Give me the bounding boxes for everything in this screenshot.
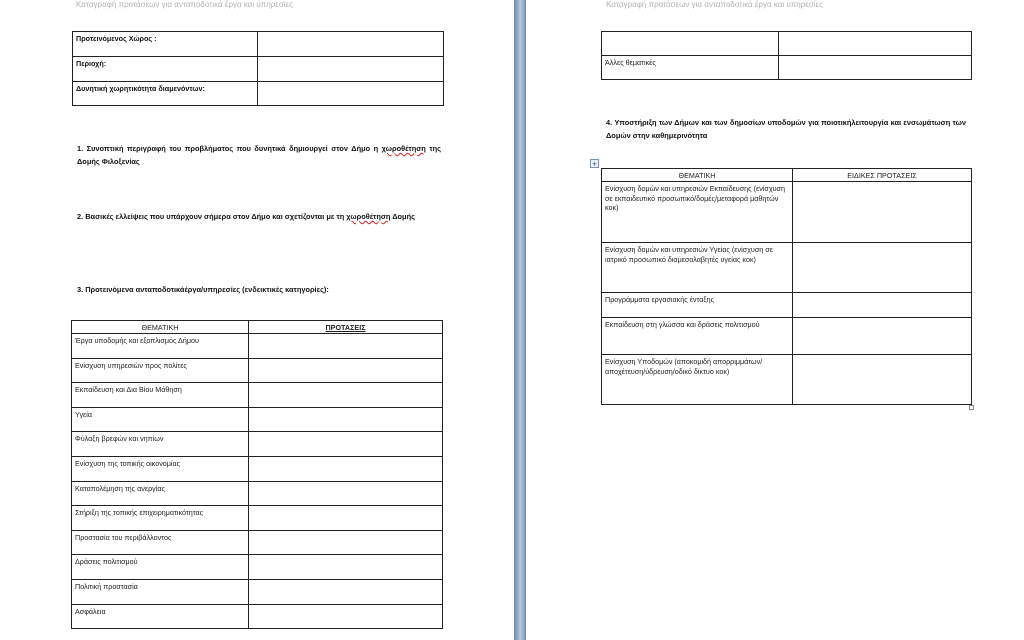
section-heading-text: της Δομής Φιλοξενίας bbox=[77, 144, 441, 166]
thematic-cell: Πολιτική προστασία bbox=[72, 579, 249, 604]
proposal-input-cell[interactable] bbox=[249, 456, 443, 481]
table-row bbox=[602, 56, 972, 80]
proposal-input-cell[interactable] bbox=[249, 506, 443, 531]
info-value-cell[interactable] bbox=[258, 32, 444, 57]
proposal-input-cell[interactable] bbox=[249, 358, 443, 383]
table-row bbox=[72, 604, 443, 629]
page-header: Καταγραφή προτάσεων για ανταποδοτικά έργα και υπηρεσίες bbox=[76, 0, 293, 9]
thematic-cell: Ενίσχυση Υποδομών (αποκομιδή απορριμμάτων/αποχέτευση/ύδρευση/οδικό δίκτυο κοκ) bbox=[602, 355, 793, 405]
thematic-cell: Εκπαίδευση στη γλώσσα και δράσεις πολιτισμού bbox=[602, 318, 793, 355]
table-row bbox=[72, 432, 443, 457]
categories-table bbox=[71, 320, 443, 629]
table-row bbox=[602, 355, 972, 405]
section-heading-text: 2. Βασικές ελλείψεις που υπάρχουν σήμερα στον Δήμο και σχετίζονται με τη bbox=[77, 212, 345, 221]
info-label: Προτεινόμενος Χώρος : bbox=[73, 32, 258, 57]
thematic-cell: Καταπολέμηση της ανεργίας bbox=[72, 481, 249, 506]
proposal-input-cell[interactable] bbox=[249, 407, 443, 432]
table-row bbox=[72, 358, 443, 383]
table-row bbox=[72, 506, 443, 531]
info-label: Δυνητική χωρητικότητα διαμενόντων: bbox=[73, 82, 258, 106]
section-heading-text: 4. Υποστήριξη των Δήμων και των δημοσίων υποδομών για ποιοτικήλειτουργία και ενσωμάτωση των Δομών στην καθημερινότητα bbox=[606, 118, 966, 140]
spellcheck-word: χωροθέτηση bbox=[346, 212, 391, 221]
topic-label bbox=[602, 32, 779, 56]
thematic-cell: Στήριξη της τοπικής επιχειρηματικότητας bbox=[72, 506, 249, 531]
proposal-input-cell[interactable] bbox=[793, 293, 972, 318]
proposal-input-cell[interactable] bbox=[249, 432, 443, 457]
info-label: Περιοχή: bbox=[73, 57, 258, 82]
proposal-input-cell[interactable] bbox=[249, 555, 443, 580]
table-row bbox=[72, 456, 443, 481]
table-row bbox=[602, 243, 972, 293]
table-row bbox=[73, 82, 444, 106]
thematic-cell: Δράσεις πολιτισμού bbox=[72, 555, 249, 580]
page-gutter bbox=[514, 0, 526, 640]
table-row bbox=[73, 32, 444, 57]
column-header-special-proposals: ΕΙΔΙΚΕΣ ΠΡΟΤΑΣΕΙΣ bbox=[793, 169, 972, 182]
section-heading-3 bbox=[77, 284, 441, 297]
thematic-cell: Ενίσχυση δομών και υπηρεσιών Εκπαίδευσης (ενίσχυση σε εκπαιδευτικό προσωπικό/δομές/μεταφορά μαθητών κοκ) bbox=[602, 182, 793, 243]
thematic-cell: Προστασία του περιβάλλοντος bbox=[72, 530, 249, 555]
table-header-row bbox=[602, 169, 972, 182]
table-row bbox=[72, 481, 443, 506]
proposal-input-cell[interactable] bbox=[793, 182, 972, 243]
table-row bbox=[72, 579, 443, 604]
column-header-thematic: ΘΕΜΑΤΙΚΗ bbox=[602, 169, 793, 182]
table-row bbox=[72, 383, 443, 408]
column-header-thematic: ΘΕΜΑΤΙΚΗ bbox=[72, 321, 249, 334]
thematic-cell: Εκπαίδευση και Δια Βίου Μάθηση bbox=[72, 383, 249, 408]
proposal-input-cell[interactable] bbox=[249, 530, 443, 555]
proposal-input-cell[interactable] bbox=[249, 334, 443, 359]
other-topics-table bbox=[601, 31, 972, 80]
info-value-cell[interactable] bbox=[258, 57, 444, 82]
column-header-proposals: ΠΡΟΤΑΣΕΙΣ bbox=[249, 321, 443, 334]
thematic-cell: Ενίσχυση υπηρεσιών προς πολίτες bbox=[72, 358, 249, 383]
section-heading-text: 3. Προτεινόμενα ανταποδοτικάέργα/υπηρεσίες (ενδεικτικές κατηγορίες): bbox=[77, 285, 329, 294]
info-value-cell[interactable] bbox=[258, 82, 444, 106]
table-move-handle-icon[interactable]: + bbox=[591, 159, 598, 169]
proposal-input-cell[interactable] bbox=[249, 579, 443, 604]
table-row bbox=[602, 318, 972, 355]
table-row bbox=[72, 407, 443, 432]
section-heading-4 bbox=[606, 117, 966, 143]
proposal-input-cell[interactable] bbox=[249, 604, 443, 629]
thematic-cell: Έργα υποδομής και εξοπλισμός Δήμου bbox=[72, 334, 249, 359]
table-row bbox=[72, 555, 443, 580]
topic-value-cell[interactable] bbox=[779, 32, 972, 56]
section-heading-2 bbox=[77, 211, 441, 224]
info-table bbox=[72, 31, 444, 106]
thematic-cell: Φύλαξη βρεφών και νηπίων bbox=[72, 432, 249, 457]
table-row bbox=[72, 530, 443, 555]
topic-value-cell[interactable] bbox=[779, 56, 972, 80]
proposal-input-cell[interactable] bbox=[249, 383, 443, 408]
proposal-input-cell[interactable] bbox=[793, 243, 972, 293]
thematic-cell: Ασφάλεια bbox=[72, 604, 249, 629]
document-page-right bbox=[526, 0, 1024, 640]
proposal-input-cell[interactable] bbox=[793, 318, 972, 355]
thematic-cell: Ενίσχυση δομών και υπηρεσιών Υγείας (ενίσχυση σε ιατρικό προσωπικό διαμεσολαβητές υγείας κοκ) bbox=[602, 243, 793, 293]
spellcheck-word: χωροθέτηση bbox=[381, 144, 426, 153]
table-row bbox=[602, 182, 972, 243]
section-heading-text: Δομής bbox=[390, 212, 415, 221]
proposal-input-cell[interactable] bbox=[249, 481, 443, 506]
section-heading-1 bbox=[77, 143, 441, 169]
table-resize-handle-icon[interactable] bbox=[969, 405, 974, 410]
section-heading-text: 1. Συνοπτική περιγραφή του προβλήματος που δυνητικά δημιουργεί στον Δήμο η bbox=[77, 144, 379, 153]
thematic-cell: Προγράμματα εργασιακής ένταξης bbox=[602, 293, 793, 318]
thematic-cell: Ενίσχυση της τοπικής οικονομίας bbox=[72, 456, 249, 481]
support-table bbox=[601, 168, 972, 405]
proposal-input-cell[interactable] bbox=[793, 355, 972, 405]
table-row bbox=[602, 293, 972, 318]
table-row bbox=[72, 334, 443, 359]
topic-label: Άλλες θεματικές bbox=[602, 56, 779, 80]
table-header-row bbox=[72, 321, 443, 334]
table-row bbox=[73, 57, 444, 82]
thematic-cell: Υγεία bbox=[72, 407, 249, 432]
page-header: Καταγραφή προτάσεων για ανταποδοτικά έργα και υπηρεσίες bbox=[606, 0, 823, 9]
table-row bbox=[602, 32, 972, 56]
